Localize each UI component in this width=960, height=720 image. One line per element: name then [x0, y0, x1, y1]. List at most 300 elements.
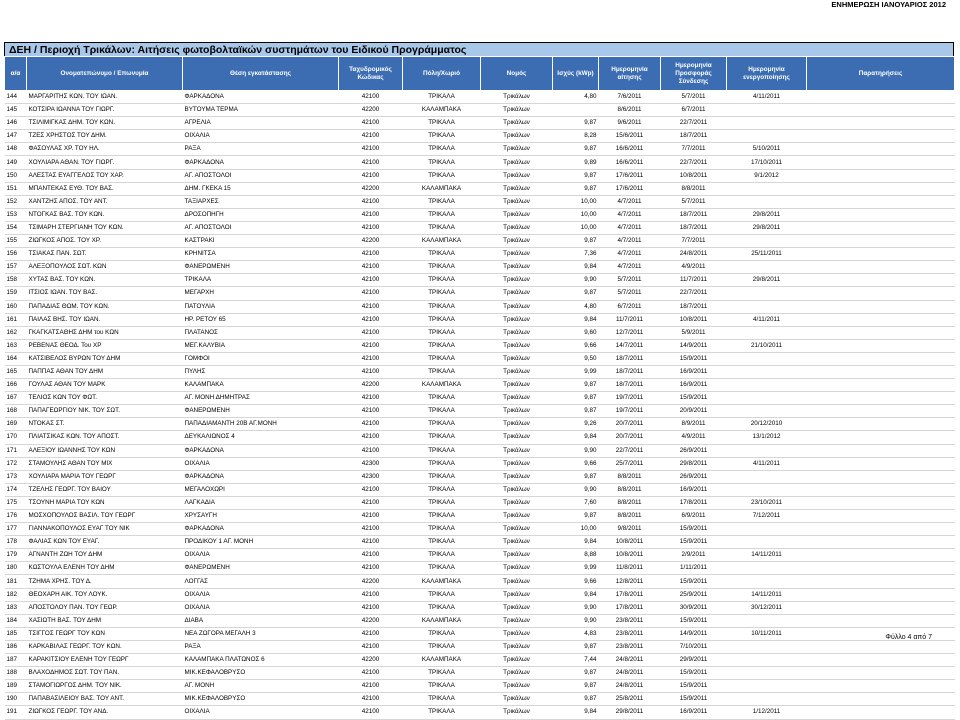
table-cell: Τρικάλων — [481, 261, 553, 274]
table-cell — [727, 614, 807, 627]
table-cell: 8/8/2011 — [661, 182, 727, 195]
table-cell — [727, 182, 807, 195]
table-cell: 9,87 — [553, 392, 599, 405]
table-cell: ΤΡΙΚΑΛΑ — [403, 130, 481, 143]
table-cell: 9,87 — [553, 693, 599, 706]
table-cell: 9,87 — [553, 117, 599, 130]
table-cell: Τρικάλων — [481, 221, 553, 234]
table-cell — [807, 91, 955, 104]
table-cell: 42100 — [339, 601, 403, 614]
table-cell: 8/8/2011 — [599, 470, 661, 483]
table-cell: 16/9/2011 — [661, 483, 727, 496]
column-header: Νομός — [481, 57, 553, 91]
table-row — [5, 588, 955, 601]
table-cell: 9,87 — [553, 287, 599, 300]
table-cell: 184 — [5, 614, 27, 627]
table-cell: 18/7/2011 — [661, 208, 727, 221]
table-cell: ΦΑΡΚΑΔΟΝΑ — [183, 523, 339, 536]
table-cell: 42100 — [339, 261, 403, 274]
table-cell — [807, 339, 955, 352]
table-cell: ΔΙΑΒΑ — [183, 614, 339, 627]
table-cell: 10,00 — [553, 208, 599, 221]
table-cell: 4/7/2011 — [599, 221, 661, 234]
table-cell: 8/8/2011 — [599, 510, 661, 523]
table-cell — [807, 352, 955, 365]
table-cell: 9,90 — [553, 444, 599, 457]
table-cell: 23/8/2011 — [599, 627, 661, 640]
table-cell — [807, 575, 955, 588]
table-cell: ΤΡΙΚΑΛΑ — [403, 706, 481, 719]
table-cell: 9,87 — [553, 143, 599, 156]
table-cell: Τρικάλων — [481, 117, 553, 130]
table-cell: 9,87 — [553, 510, 599, 523]
table-cell: 42100 — [339, 208, 403, 221]
table-cell: ΤΖΗΜΑ ΧΡΗΣ. ΤΟΥ Δ. — [27, 575, 183, 588]
table-cell: ΚΑΛΑΜΠΑΚΑ ΠΛΑΤΩΝΟΣ 6 — [183, 654, 339, 667]
table-cell — [807, 680, 955, 693]
table-cell: ΑΓΡΕΛΙΑ — [183, 117, 339, 130]
table-row — [5, 431, 955, 444]
table-cell: ΡΕΒΕΝΑΣ ΘΕΟΔ. Του ΧΡ — [27, 339, 183, 352]
table-cell: 148 — [5, 143, 27, 156]
table-cell: ΤΡΙΚΑΛΑ — [403, 562, 481, 575]
table-row — [5, 313, 955, 326]
table-cell — [807, 143, 955, 156]
table-row — [5, 130, 955, 143]
table-cell: ΛΑΓΚΑΔΙΑ — [183, 496, 339, 509]
table-row — [5, 248, 955, 261]
table-cell: ΗΡ. ΡΕΤΟΥ 65 — [183, 313, 339, 326]
table-row — [5, 300, 955, 313]
table-cell: Τρικάλων — [481, 640, 553, 653]
table-cell: ΚΩΣΤΟΥΛΑ ΕΛΕΝΗ ΤΟΥ ΔΗΜ — [27, 562, 183, 575]
table-cell: ΑΛΕΞΟΠΟΥΛΟΣ ΣΩΤ. ΚΩΝ — [27, 261, 183, 274]
table-cell: 4/7/2011 — [599, 261, 661, 274]
table-cell: 172 — [5, 457, 27, 470]
table-cell: 23/8/2011 — [599, 640, 661, 653]
table-cell: 15/9/2011 — [661, 614, 727, 627]
table-cell: 5/9/2011 — [661, 326, 727, 339]
table-cell: 8/9/2011 — [661, 418, 727, 431]
table-cell: 20/9/2011 — [661, 405, 727, 418]
table-row — [5, 496, 955, 509]
table-cell: ΟΙΧΑΛΙΑ — [183, 601, 339, 614]
table-cell: 9/1/2012 — [727, 169, 807, 182]
table-cell — [807, 667, 955, 680]
table-cell — [807, 169, 955, 182]
table-row — [5, 405, 955, 418]
table-cell: ΚΟΤΣΙΡΑ ΙΩΑΝΝΑ ΤΟΥ ΓΙΩΡΓ. — [27, 104, 183, 117]
column-header: Θέση εγκατάστασης — [183, 57, 339, 91]
table-row — [5, 483, 955, 496]
table-cell: 157 — [5, 261, 27, 274]
table-cell: ΤΣΙΑΚΑΣ ΠΑΝ. ΣΩΤ. — [27, 248, 183, 261]
table-cell: 23/10/2011 — [727, 496, 807, 509]
table-cell: 7/6/2011 — [599, 91, 661, 104]
table-cell: 9,99 — [553, 365, 599, 378]
table-cell: 42200 — [339, 104, 403, 117]
table-cell: 12/7/2011 — [599, 326, 661, 339]
table-cell: 9,87 — [553, 667, 599, 680]
table-cell: 23/8/2011 — [599, 614, 661, 627]
table-cell: 42100 — [339, 693, 403, 706]
table-cell: 149 — [5, 156, 27, 169]
table-cell — [727, 562, 807, 575]
table-cell: 174 — [5, 483, 27, 496]
table-cell: 9,84 — [553, 313, 599, 326]
table-cell — [807, 195, 955, 208]
table-cell: 155 — [5, 235, 27, 248]
table-cell: 10/11/2011 — [727, 627, 807, 640]
table-cell: ΜΑΡΓΑΡΙΤΗΣ ΚΩΝ. ΤΟΥ ΙΩΑΝ. — [27, 91, 183, 104]
table-cell: ΚΑΛΑΜΠΑΚΑ — [403, 235, 481, 248]
table-cell: 18/7/2011 — [599, 379, 661, 392]
table-cell: 42100 — [339, 536, 403, 549]
table-cell: 42200 — [339, 379, 403, 392]
table-cell: ΦΑΝΕΡΩΜΕΝΗ — [183, 405, 339, 418]
table-cell: ΦΑΛΙΑΣ ΚΩΝ ΤΟΥ ΕΥΑΓ. — [27, 536, 183, 549]
table-cell: 42100 — [339, 326, 403, 339]
table-cell: ΤΡΙΚΑΛΑ — [403, 248, 481, 261]
table-cell: 29/8/2011 — [727, 221, 807, 234]
table-cell — [807, 562, 955, 575]
table-cell: Τρικάλων — [481, 536, 553, 549]
table-cell: ΤΡΙΚΑΛΑ — [403, 287, 481, 300]
table-cell: ΠΑΤΟΥΛΙΑ — [183, 300, 339, 313]
table-cell: 175 — [5, 496, 27, 509]
table-cell: ΑΓ. ΜΟΝΗ ΔΗΜΗΤΡΑΣ — [183, 392, 339, 405]
table-cell: ΤΖΕΣ ΧΡΗΣΤΟΣ ΤΟΥ ΔΗΜ. — [27, 130, 183, 143]
table-cell: 42100 — [339, 274, 403, 287]
table-cell: ΦΑΣΟΥΛΑΣ ΧΡ. ΤΟΥ ΗΛ. — [27, 143, 183, 156]
table-cell — [807, 405, 955, 418]
table-cell: 151 — [5, 182, 27, 195]
table-cell: Τρικάλων — [481, 352, 553, 365]
table-row — [5, 523, 955, 536]
table-cell: Τρικάλων — [481, 156, 553, 169]
table-cell: 176 — [5, 510, 27, 523]
table-cell: ΤΡΙΚΑΛΑ — [403, 169, 481, 182]
table-cell: 26/9/2011 — [661, 470, 727, 483]
table-row — [5, 562, 955, 575]
table-cell: ΤΡΙΚΑΛΑ — [403, 221, 481, 234]
table-cell: 10/8/2011 — [661, 169, 727, 182]
table-cell: 15/9/2011 — [661, 523, 727, 536]
table-cell: ΜΠΑΝΤΕΚΑΣ ΕΥΘ. ΤΟΥ ΒΑΣ. — [27, 182, 183, 195]
table-cell: 180 — [5, 562, 27, 575]
table-cell: ΤΡΙΚΑΛΑ — [403, 510, 481, 523]
table-row — [5, 418, 955, 431]
table-cell — [807, 523, 955, 536]
table-cell: 178 — [5, 536, 27, 549]
table-cell: 17/6/2011 — [599, 169, 661, 182]
table-cell — [727, 326, 807, 339]
table-cell: 15/9/2011 — [661, 575, 727, 588]
table-cell: 9,84 — [553, 706, 599, 719]
table-cell — [807, 248, 955, 261]
table-cell: ΣΤΑΜΟΥΛΗΣ ΑΘΑΝ ΤΟΥ ΜΙΧ — [27, 457, 183, 470]
column-header: Ημερομηνία ενεργοποίησης — [727, 57, 807, 91]
table-cell: ΤΑΞΙΑΡΧΕΣ — [183, 195, 339, 208]
table-cell: ΟΙΧΑΛΙΑ — [183, 588, 339, 601]
table-cell: 15/9/2011 — [661, 536, 727, 549]
table-cell: ΠΛΑΤΑΝΟΣ — [183, 326, 339, 339]
table-cell: Τρικάλων — [481, 654, 553, 667]
table-cell: Τρικάλων — [481, 588, 553, 601]
table-cell: 15/6/2011 — [599, 130, 661, 143]
table-cell: ΖΙΩΓΚΟΣ ΑΠΟΣ. ΤΟΥ ΧΡ. — [27, 235, 183, 248]
table-cell — [807, 235, 955, 248]
table-cell: ΦΑΡΚΑΔΟΝΑ — [183, 91, 339, 104]
table-cell: 12/8/2011 — [599, 575, 661, 588]
table-cell: 42100 — [339, 130, 403, 143]
table-cell: ΤΡΙΚΑΛΑ — [403, 496, 481, 509]
table-cell: 42100 — [339, 143, 403, 156]
table-cell — [807, 483, 955, 496]
table-cell — [727, 235, 807, 248]
table-cell: 42200 — [339, 614, 403, 627]
table-cell: ΠΑΠΑΔΙΑΣ ΘΩΜ. ΤΟΥ ΚΩΝ. — [27, 300, 183, 313]
table-cell: ΜΕΓΑΛΟΧΩΡΙ — [183, 483, 339, 496]
table-cell: 10/8/2011 — [661, 313, 727, 326]
table-cell: 42100 — [339, 313, 403, 326]
table-cell — [807, 182, 955, 195]
table-cell: 8/6/2011 — [599, 104, 661, 117]
table-row — [5, 261, 955, 274]
table-cell: 9,90 — [553, 614, 599, 627]
table-cell: ΤΡΙΚΑΛΑ — [403, 483, 481, 496]
table-cell — [727, 575, 807, 588]
table-cell: Τρικάλων — [481, 706, 553, 719]
table-cell — [807, 300, 955, 313]
table-cell: 159 — [5, 287, 27, 300]
table-row — [5, 365, 955, 378]
table-cell: 24/8/2011 — [599, 667, 661, 680]
table-cell: 42100 — [339, 640, 403, 653]
table-cell: ΤΡΙΚΑΛΑ — [403, 470, 481, 483]
table-cell: 5/7/2011 — [661, 195, 727, 208]
table-cell: 167 — [5, 392, 27, 405]
table-cell: 7,44 — [553, 654, 599, 667]
table-cell: 10,00 — [553, 195, 599, 208]
table-cell: 11/8/2011 — [599, 562, 661, 575]
table-cell: 9,60 — [553, 326, 599, 339]
table-cell: ΠΑΙΛΑΣ ΒΗΣ. ΤΟΥ ΙΩΑΝ. — [27, 313, 183, 326]
table-cell: Τρικάλων — [481, 274, 553, 287]
table-cell: 16/9/2011 — [661, 706, 727, 719]
table-cell: 42100 — [339, 418, 403, 431]
table-cell: 13/1/2012 — [727, 431, 807, 444]
table-cell: 8/8/2011 — [599, 483, 661, 496]
table-cell: ΚΑΛΑΜΠΑΚΑ — [403, 575, 481, 588]
table-cell: 29/8/2011 — [599, 706, 661, 719]
table-cell: ΝΤΟΓΚΑΣ ΒΑΣ. ΤΟΥ ΚΩΝ. — [27, 208, 183, 221]
table-cell — [727, 352, 807, 365]
table-cell: ΜΙΚ.ΚΕΦΑΛΟΒΡΥΣΟ — [183, 667, 339, 680]
table-cell: ΜΕΓ.ΚΑΛΥΒΙΑ — [183, 339, 339, 352]
table-cell: 9,87 — [553, 182, 599, 195]
table-cell: ΟΙΧΑΛΙΑ — [183, 706, 339, 719]
table-cell: 25/9/2011 — [661, 588, 727, 601]
table-cell: 7/10/2011 — [661, 640, 727, 653]
table-cell: ΤΡΙΚΑΛΑ — [403, 418, 481, 431]
table-cell: 9/6/2011 — [599, 117, 661, 130]
table-cell: ΚΡΗΝΙΤΣΑ — [183, 248, 339, 261]
table-row — [5, 627, 955, 640]
table-cell: ΚΑΛΑΜΠΑΚΑ — [403, 614, 481, 627]
table-cell: 177 — [5, 523, 27, 536]
table-cell: 24/8/2011 — [599, 654, 661, 667]
table-row — [5, 444, 955, 457]
table-row — [5, 195, 955, 208]
table-cell: ΤΡΙΚΑΛΑ — [403, 640, 481, 653]
table-cell — [727, 483, 807, 496]
table-cell: 16/6/2011 — [599, 156, 661, 169]
table-cell: Τρικάλων — [481, 470, 553, 483]
table-cell: 42100 — [339, 287, 403, 300]
table-cell: Τρικάλων — [481, 143, 553, 156]
table-cell: Τρικάλων — [481, 91, 553, 104]
table-cell: 170 — [5, 431, 27, 444]
table-cell — [807, 326, 955, 339]
table-cell: ΒΛΑΧΟΔΗΜΟΣ ΣΩΤ. ΤΟΥ ΠΑΝ. — [27, 667, 183, 680]
table-cell — [807, 706, 955, 719]
table-cell: ΠΑΠΠΑΣ ΑΘΑΝ ΤΟΥ ΔΗΜ — [27, 365, 183, 378]
table-cell: 4/7/2011 — [599, 208, 661, 221]
table-cell: 9,99 — [553, 562, 599, 575]
table-cell: 42100 — [339, 588, 403, 601]
table-cell: 4/11/2011 — [727, 313, 807, 326]
table-cell — [727, 261, 807, 274]
table-cell — [727, 104, 807, 117]
table-cell: ΚΑΡΚΑΒΙΛΑΣ ΓΕΩΡΓ. ΤΟΥ ΚΩΝ. — [27, 640, 183, 653]
table-cell: Τρικάλων — [481, 667, 553, 680]
table-cell: ΤΡΙΚΑΛΑ — [403, 208, 481, 221]
table-cell: 42100 — [339, 195, 403, 208]
table-cell: 147 — [5, 130, 27, 143]
table-cell: Τρικάλων — [481, 339, 553, 352]
table-cell: 1/12/2011 — [727, 706, 807, 719]
table-cell: 152 — [5, 195, 27, 208]
table-cell: Τρικάλων — [481, 614, 553, 627]
table-cell — [807, 588, 955, 601]
table-cell: 9,66 — [553, 339, 599, 352]
table-cell: ΠΛΙΑΤΣΙΚΑΣ ΚΩΝ. ΤΟΥ ΑΠΟΣΤ. — [27, 431, 183, 444]
table-cell: 5/7/2011 — [599, 287, 661, 300]
table-cell: 9,66 — [553, 457, 599, 470]
table-cell — [807, 457, 955, 470]
table-cell: ΑΓΝΑΝΤΗ ΖΩΗ ΤΟΥ ΔΗΜ — [27, 549, 183, 562]
table-cell — [727, 667, 807, 680]
table-cell: ΤΡΙΚΑΛΑ — [403, 300, 481, 313]
table-cell: 42100 — [339, 444, 403, 457]
table-cell: 9,26 — [553, 418, 599, 431]
table-cell: 42100 — [339, 706, 403, 719]
table-cell: 18/7/2011 — [661, 221, 727, 234]
table-cell: ΓΙΑΝΝΑΚΟΠΟΥΛΟΣ ΕΥΑΓ ΤΟΥ ΝΙΚ — [27, 523, 183, 536]
table-cell: 42100 — [339, 392, 403, 405]
table-cell: ΤΡΙΚΑΛΑ — [403, 313, 481, 326]
table-cell: Τρικάλων — [481, 379, 553, 392]
table-cell: 4/11/2011 — [727, 457, 807, 470]
table-cell: 18/7/2011 — [599, 365, 661, 378]
table-cell: ΤΡΙΚΑΛΑ — [403, 352, 481, 365]
table-cell: Τρικάλων — [481, 575, 553, 588]
table-cell: 154 — [5, 221, 27, 234]
table-cell: ΙΤΣΙΟΣ ΙΩΑΝ. ΤΟΥ ΒΑΣ. — [27, 287, 183, 300]
table-cell: ΤΡΙΚΑΛΑ — [403, 523, 481, 536]
table-row — [5, 169, 955, 182]
table-cell: ΧΡΥΣΑΥΓΗ — [183, 510, 339, 523]
table-cell: 14/7/2011 — [599, 339, 661, 352]
table-cell: 10,00 — [553, 221, 599, 234]
table-cell: 42100 — [339, 169, 403, 182]
table-cell: 17/8/2011 — [599, 588, 661, 601]
table-cell: ΚΑΡΑΚΙΤΣΙΟΥ ΕΛΕΝΗ ΤΟΥ ΓΕΩΡΓ — [27, 654, 183, 667]
table-cell: ΦΑΝΕΡΩΜΕΝΗ — [183, 261, 339, 274]
table-row — [5, 339, 955, 352]
table-cell: 9,90 — [553, 483, 599, 496]
table-cell: 173 — [5, 470, 27, 483]
table-cell: ΤΡΙΚΑΛΑ — [403, 326, 481, 339]
table-cell: Τρικάλων — [481, 326, 553, 339]
table-cell: Τρικάλων — [481, 182, 553, 195]
table-row — [5, 614, 955, 627]
table-cell: ΑΓ. ΑΠΟΣΤΟΛΟΙ — [183, 169, 339, 182]
table-cell: ΦΑΝΕΡΩΜΕΝΗ — [183, 562, 339, 575]
table-cell — [807, 261, 955, 274]
table-row — [5, 510, 955, 523]
table-cell: 42100 — [339, 300, 403, 313]
table-cell: 42100 — [339, 483, 403, 496]
table-cell: 17/10/2011 — [727, 156, 807, 169]
table-cell: 158 — [5, 274, 27, 287]
table-cell: 191 — [5, 706, 27, 719]
table-cell — [807, 208, 955, 221]
table-cell: 42100 — [339, 496, 403, 509]
table-cell: ΧΥΤΑΣ ΒΑΣ. ΤΟΥ ΚΩΝ. — [27, 274, 183, 287]
table-cell — [727, 300, 807, 313]
table-cell: 42200 — [339, 575, 403, 588]
table-cell: 26/9/2011 — [661, 444, 727, 457]
table-cell: ΛΟΓΓΑΣ — [183, 575, 339, 588]
table-cell: 2/9/2011 — [661, 549, 727, 562]
table-cell: 5/10/2011 — [727, 143, 807, 156]
table-cell: 146 — [5, 117, 27, 130]
table-cell: 183 — [5, 601, 27, 614]
table-row — [5, 667, 955, 680]
table-cell — [807, 221, 955, 234]
table-cell — [727, 680, 807, 693]
table-cell — [727, 379, 807, 392]
table-cell: 153 — [5, 208, 27, 221]
table-cell: 16/9/2011 — [661, 365, 727, 378]
table-cell: 164 — [5, 352, 27, 365]
table-row — [5, 156, 955, 169]
table-cell — [807, 418, 955, 431]
table-cell: ΤΣΟΥΝΗ ΜΑΡΙΑ ΤΟΥ ΚΩΝ — [27, 496, 183, 509]
table-cell: 185 — [5, 627, 27, 640]
table-cell: 42100 — [339, 405, 403, 418]
table-cell: 42100 — [339, 91, 403, 104]
table-cell: ΤΕΛΙΟΣ ΚΩΝ ΤΟΥ ΦΩΤ. — [27, 392, 183, 405]
table-row — [5, 549, 955, 562]
table-cell: 19/7/2011 — [599, 405, 661, 418]
table-cell: 22/7/2011 — [599, 444, 661, 457]
table-cell — [807, 156, 955, 169]
table-cell: 169 — [5, 418, 27, 431]
table-cell: ΦΑΡΚΑΔΟΝΑ — [183, 156, 339, 169]
